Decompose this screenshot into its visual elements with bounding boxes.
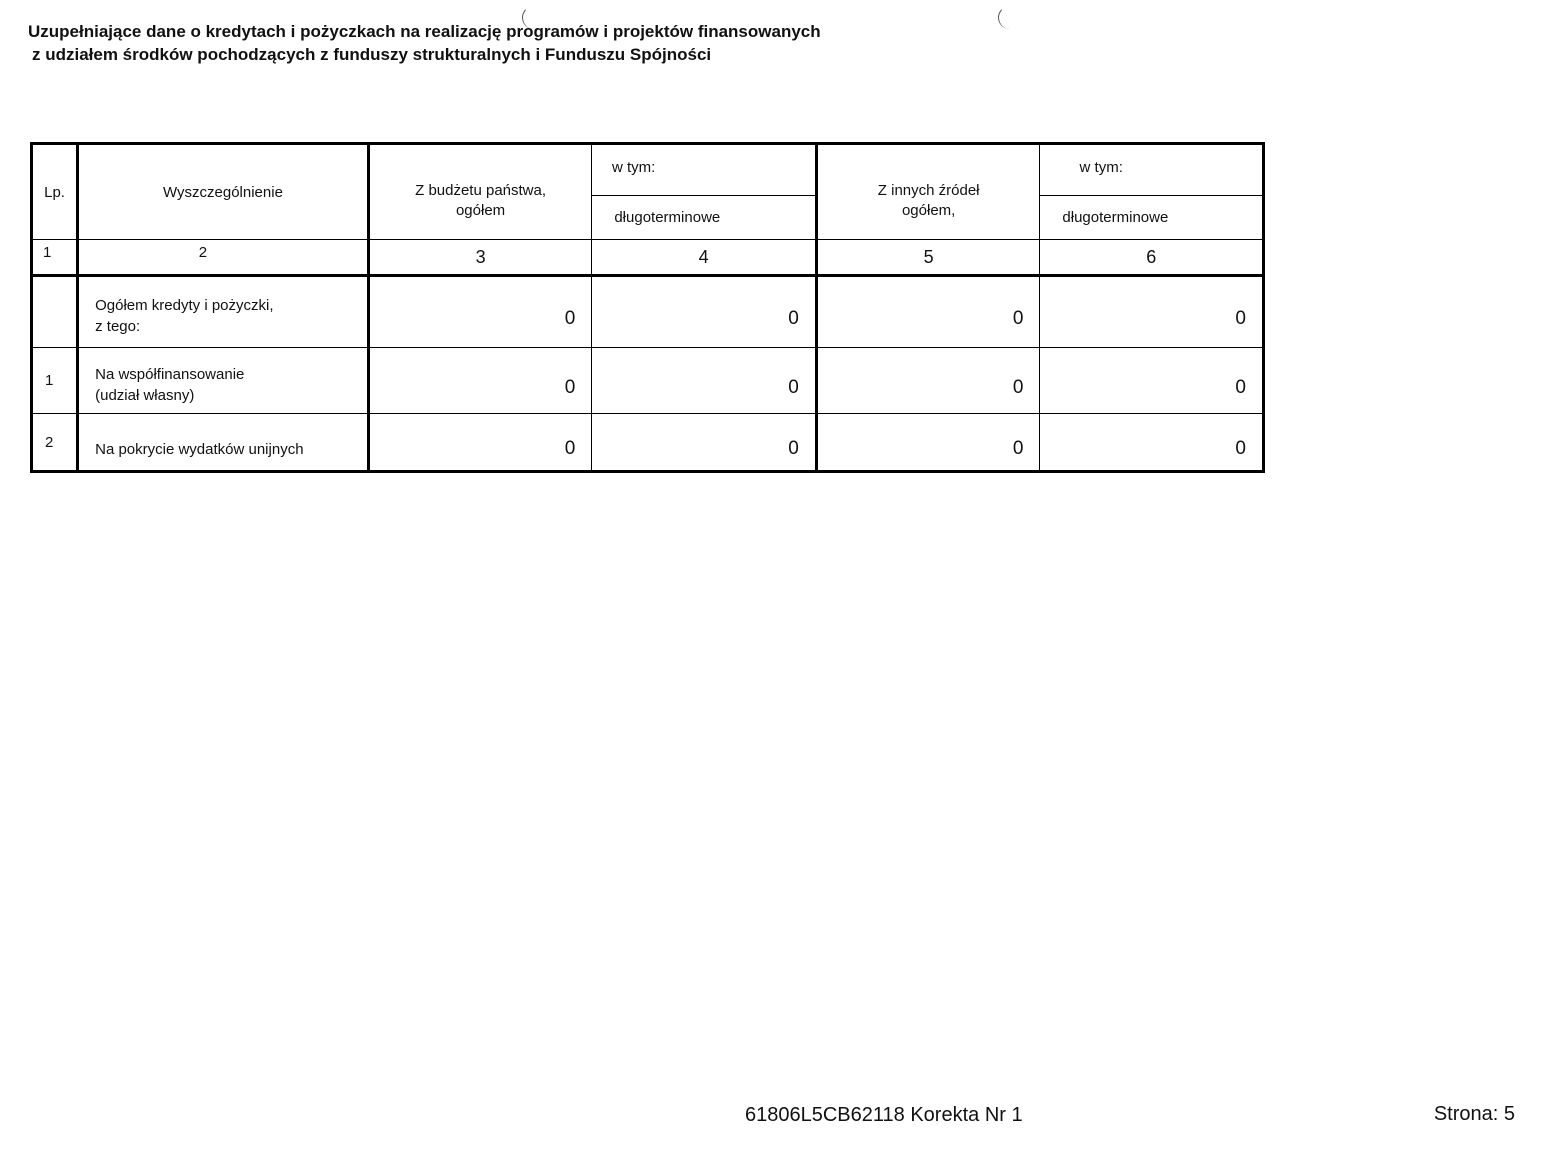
row-label-line: Na współfinansowanie [95, 365, 245, 383]
row-label-line: Ogółem kredyty i pożyczki, [95, 297, 274, 314]
page-number: Strona: 5 [1433, 1103, 1515, 1125]
header-budzet-panstwa-label: Z budżetu państwa, ogółem [415, 182, 547, 219]
header-dlugoterminowe-1: długoterminowe [592, 196, 817, 240]
header-group-1 [592, 144, 817, 196]
header-inne-zrodla-label: Z innych źródeł ogółem, [877, 182, 980, 219]
document-code: 61806L5CB62118 Korekta Nr 1 [745, 1104, 1023, 1126]
column-number: 1 [32, 240, 78, 276]
row-value: 0 [592, 414, 817, 472]
column-number: 4 [592, 240, 817, 276]
row-label-line: Na pokrycie wydatków unijnych [95, 440, 304, 458]
row-value: 0 [1040, 414, 1264, 472]
table-row [32, 414, 1264, 472]
column-number: 5 [816, 240, 1040, 276]
credit-loan-table [30, 142, 1265, 473]
header-group-2-label: w tym: [1079, 159, 1123, 176]
row-label-line: (udział własny) [95, 386, 195, 404]
row-value: 0 [1040, 348, 1264, 414]
header-group-2 [1040, 144, 1264, 196]
document-title-line-2: z udziałem środków pochodzących z funduszy strukturalnych i Funduszu Spójności [32, 45, 712, 64]
row-label [78, 414, 369, 472]
column-number: 2 [78, 240, 369, 276]
header-inne-zrodla [816, 144, 1040, 240]
row-value: 0 [1040, 276, 1264, 348]
header-wyszczegolnienie: Wyszczególnienie [78, 144, 369, 240]
table-row [32, 348, 1264, 414]
row-value: 0 [368, 348, 592, 414]
column-number-row [32, 240, 1264, 276]
row-label [78, 276, 369, 348]
row-value: 0 [592, 276, 817, 348]
header-group-1-label: w tym: [611, 159, 656, 176]
scan-artifact-mark [998, 6, 1013, 29]
document-title-line-1: Uzupełniające dane o kredytach i pożyczkach na realizację programów i projektów finansowanych [28, 22, 821, 41]
row-lp: 2 [32, 414, 78, 472]
row-label [78, 348, 369, 414]
row-label-line: z tego: [95, 318, 141, 335]
row-lp [32, 276, 78, 348]
row-value: 0 [816, 348, 1040, 414]
document-title [28, 20, 821, 66]
header-dlugoterminowe-2: długoterminowe [1040, 196, 1264, 240]
column-number: 3 [368, 240, 592, 276]
row-value: 0 [816, 276, 1040, 348]
row-value: 0 [816, 414, 1040, 472]
header-budzet-panstwa [368, 144, 592, 240]
column-number: 6 [1040, 240, 1264, 276]
header-row-top [32, 144, 1264, 196]
row-value: 0 [368, 276, 592, 348]
row-value: 0 [368, 414, 592, 472]
header-lp: Lp. [32, 144, 78, 240]
row-lp: 1 [32, 348, 78, 414]
table-row [32, 276, 1264, 348]
row-value: 0 [592, 348, 817, 414]
